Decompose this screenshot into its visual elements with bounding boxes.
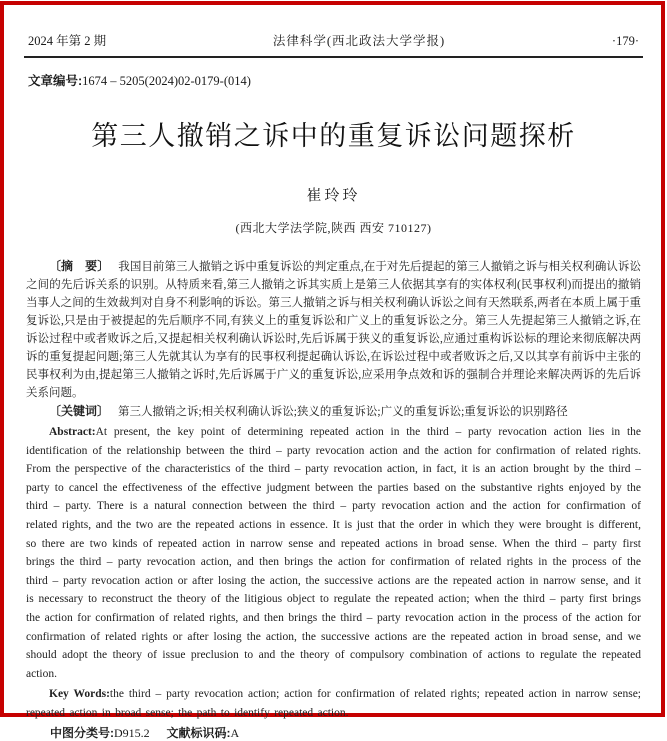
journal-name: 法律科学(西北政法大学学报) <box>272 34 446 48</box>
keywords-label: 〔关键词〕 <box>49 404 110 418</box>
abstract-en <box>26 423 641 683</box>
doc-code-label: 文献标识码: <box>166 725 231 740</box>
classification-line <box>26 724 641 741</box>
abstract-en-text: At present, the key point of determining repeated action in the third – party revocation action lies in the identification of the relationship between the third – party revocation action and the action for confirmation of related rights. From the perspective of the characteristics of the third – party revocation action, in fact, it is an action brought by the third – party to cancel the effectiveness of the effective judgment between the parties based on the substantive rights enjoyed by the third – party. There is a natural connection between the third – party revocation action and the action for confirmation of related rights, and the two are the repeated actions in essence. It is just that the order in which they were brought is different, so there are two kinds of repeated action in narrow sense and repeated actions in broad sense. When the third – party first brings the third – party revocation action, and then brings the action for confirmation of related rights in the process of the third – party revocation action or after losing the action, the successive actions are the repeated action in narrow sense, and it is necessary to reconstruct the theory of the litigious object to regulate the repeated action; when the third – party first brings the action for confirmation of related rights, and then brings the third – party revocation action in the process of the action for confirmation of related rights or after losing the action, the successive actions are the repeated action in broad sense, and we should adopt the theory of issue preclusion to and the theory of compulsory combination of actions to regulate the repeated action. <box>26 426 641 680</box>
clc-label: 中图分类号: <box>50 725 114 740</box>
abstract-en-label: Abstract: <box>49 426 96 438</box>
abstract-zh-text: 我国目前第三人撤销之诉中重复诉讼的判定重点,在于对先后提起的第三人撤销之诉与相关权利确认诉讼之间的先后诉关系的识别。从特质来看,第三人撤销之诉其实质上是第三人依据其享有的实体权利(民事权利)而提出的撤销当事人之间的生效裁判对自身不利影响的诉讼。第三人撤销之诉与相关权利确认诉讼之间有天然联系,两者在本质上属于重复诉讼,只是由于被提起的先后顺序不同,有狭义上的重复诉讼和广义上的重复诉讼之分。第三人先提起第三人撤销之诉,在诉讼过程中或者败诉之后,又提起相关权利确认诉讼时,先后诉属于狭义的重复诉讼,应通过重构诉讼标的理论来彻底解决两诉的重复提起问题;第三人先就其认为享有的民事权利提起确认诉讼,在诉讼过程中或者败诉之后,又以其享有前诉中主张的民事权利为由,提起第三人撤销之诉时,先后诉属于广义的重复诉讼,应采用争点效和诉的强制合并理论来解决两诉的先后诉关系问题。 <box>26 261 641 399</box>
keywords-en-label: Key Words: <box>49 688 110 701</box>
abstract-label: 〔摘 要〕 <box>49 259 110 273</box>
article-title: 第三人撤销之诉中的重复诉讼问题探析 <box>91 121 576 151</box>
article-number-label: 文章编号: <box>28 74 83 88</box>
doc-code-value: A <box>230 725 240 740</box>
abstract-section <box>26 257 641 421</box>
keywords-en <box>26 685 641 722</box>
page-number: ·179· <box>611 34 639 48</box>
page-header <box>24 25 643 49</box>
author-name: 崔玲玲 <box>306 188 361 204</box>
article-number-line <box>28 71 643 89</box>
keywords-zh <box>26 402 641 421</box>
journal-page <box>0 1 665 740</box>
issue-info: 2024 年第 2 期 <box>28 34 107 48</box>
keywords-zh-text: 第三人撤销之诉;相关权利确认诉讼;狭义的重复诉讼;广义的重复诉讼;重复诉讼的识别路径 <box>118 406 568 418</box>
header-divider <box>24 56 643 58</box>
author-affiliation: (西北大学法学院,陕西 西安 710127) <box>235 221 432 235</box>
clc-value: D915.2 <box>114 725 150 740</box>
keywords-en-text: the third – party revocation action; action for confirmation of related rights; repeated action in narrow sense; repeated action in broad sense; the path to identify repeated action. <box>26 688 641 719</box>
abstract-zh <box>26 257 641 402</box>
article-number-value: 1674 – 5205(2024)02-0179-(014) <box>82 74 251 88</box>
